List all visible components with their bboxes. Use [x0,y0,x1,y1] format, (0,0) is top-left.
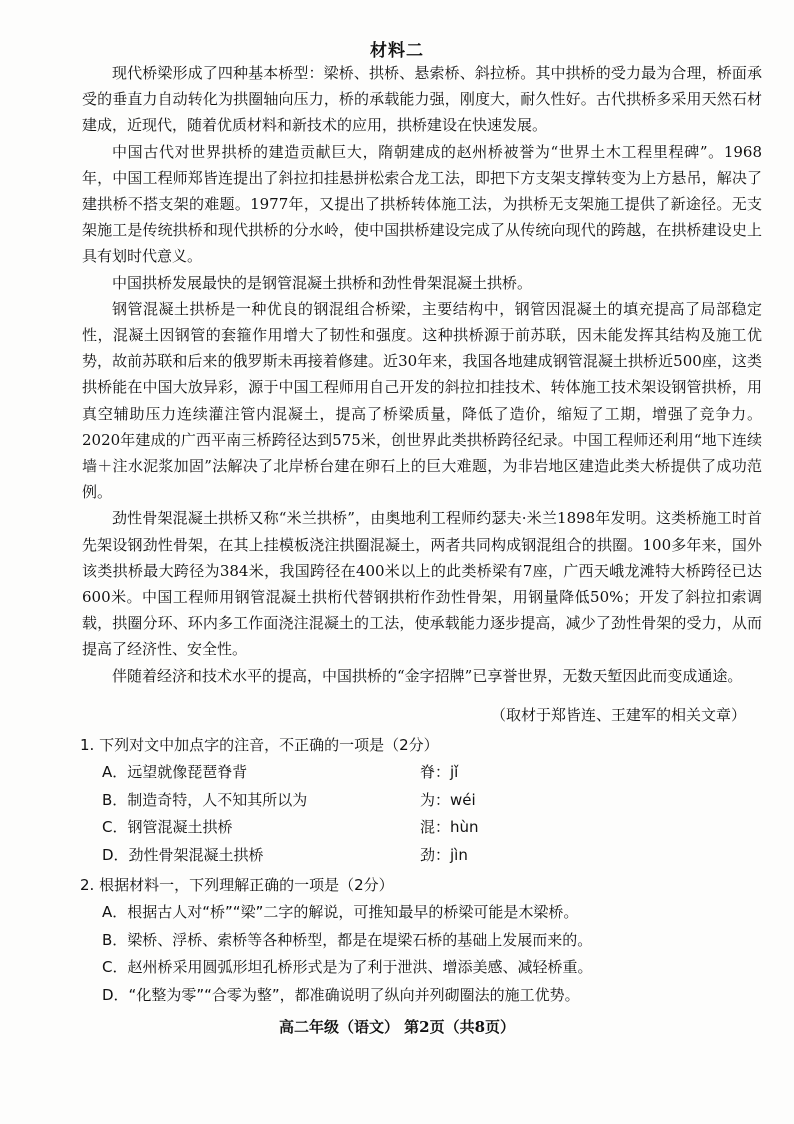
option-pinyin: 为：wéi [420,790,476,809]
paragraph: 现代桥梁形成了四种基本桥型：梁桥、拱桥、悬索桥、斜拉桥。其中拱桥的受力最为合理，桥面承受的垂直力自动转化为拱圈轴向压力，桥的承载能力强，刚度大，耐久性好。古代拱桥多采用天然石材建成，近现代，随着优质材料和新技术的应用，拱桥建设在快速发展。 [82,64,762,135]
material-body [82,60,762,689]
question-stem: 1. 下列对文中加点字的注音，不正确的一项是（2分） [80,736,439,754]
option-a: A．根据古人对“桥”“梁”二字的解说，可推知最早的桥梁可能是木梁桥。 [102,903,579,921]
paragraph: 钢管混凝土拱桥是一种优良的钢混组合桥梁，主要结构中，钢管因混凝土的填充提高了局部稳定性，混凝土因钢管的套箍作用增大了韧性和强度。这种拱桥源于前苏联，因未能发挥其结构及施工优势，故前苏联和后来的俄罗斯未再接着修建。近30年来，我国各地建成钢管混凝土拱桥近500座，这类拱桥能在中国大放异彩，源于中国工程师用自己开发的斜拉扣挂技术、转体施工技术架设钢管拱桥，用真空辅助压力连续灌注管内混凝土，提高了桥梁质量，降低了造价，缩短了工期，增强了竞争力。2020年建成的广西平南三桥跨径达到575米，创世界此类拱桥跨径纪录。中国工程师还利用“地下连续墙＋注水泥浆加固”法解决了北岸桥台建在卵石上的巨大难题，为非岩地区建造此类大桥提供了成功范例。 [82,299,762,502]
option-b [80,787,760,815]
material-title: 材料二 [370,41,424,61]
paragraph: 伴随着经济和技术水平的提高，中国拱桥的“金字招牌”已享誉世界，无数天堑因此而变成通途。 [112,666,743,685]
option-text: D．劲性骨架混凝土拱桥 [102,845,264,864]
option-c [80,814,760,842]
option-pinyin: 混：hùn [420,818,479,836]
option-pinyin: 劲：jìn [420,845,468,864]
option-text: C．钢管混凝土拱桥 [102,818,233,836]
option-pinyin: 脊：jǐ [420,763,459,781]
option-a [80,759,760,787]
paragraph: 中国拱桥发展最快的是钢管混凝土拱桥和劲性骨架混凝土拱桥。 [112,273,533,292]
option-text: A．远望就像琵琶脊背 [102,763,248,781]
option-c: C．赵州桥采用圆弧形坦孔桥形式是为了利于泄洪、增添美感、减轻桥重。 [102,958,593,976]
option-d [80,842,760,870]
paragraph: 中国古代对世界拱桥的建造贡献巨大，隋朝建成的赵州桥被誉为“世界土木工程里程碑”。1968年，中国工程师郑皆连提出了斜拉扣挂悬拼松索合龙工法，即把下方支架支撑转变为上方悬吊，解决了建拱桥不搭支架的难题。1977年，又提出了拱桥转体施工法，为拱桥无支架施工提供了新途径。无支架施工是传统拱桥和现代拱桥的分水岭，使中国拱桥建设完成了从传统向现代的跨越，在拱桥建设史上具有划时代意义。 [82,142,762,266]
option-text: B．制造奇特，人不知其所以为 [102,790,308,809]
option-b: B．梁桥、浮桥、索桥等各种桥型，都是在堤梁石桥的基础上发展而来的。 [102,930,593,949]
questions-section [80,731,760,1009]
question-stem: 2. 根据材料一，下列理解正确的一项是（2分） [80,876,394,894]
page-footer: 高二年级（语文） 第2页（共8页） [278,1018,516,1036]
option-d: D．“化整为零”“合零为整”，都准确说明了纵向并列砌圈法的施工优势。 [102,985,580,1004]
paragraph: 劲性骨架混凝土拱桥又称“米兰拱桥”，由奥地利工程师约瑟夫·米兰1898年发明。这类桥施工时首先架设钢劲性骨架，在其上挂模板浇注拱圈混凝土，两者共同构成钢混组合的拱圈。100多年来，国外该类拱桥最大跨径为384米，我国跨径在400米以上的此类桥梁有7座，广西天峨龙滩特大桥跨径已达600米。中国工程师用钢管混凝土拱桁代替钢拱桁作劲性骨架，用钢量降低50%；开发了斜拉扣索调载，拱圈分环、环内多工作面浇注混凝土的工法，使承载能力逐步提高，减少了劲性骨架的受力，从而提高了经济性、安全性。 [82,509,762,659]
source-citation: （取材于郑皆连、王建军的相关文章） [490,706,746,724]
